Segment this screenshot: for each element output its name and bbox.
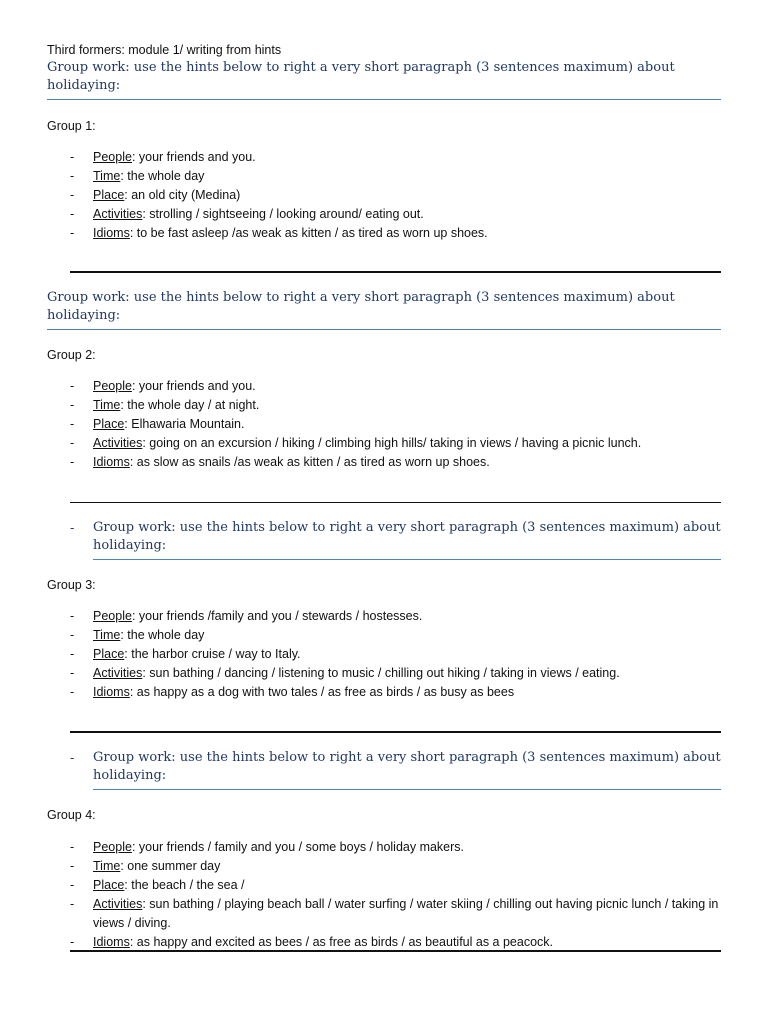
hint-idioms: - Idioms: as slow as snails /as weak as kitten / as tired as worn up shoes. — [70, 455, 490, 469]
hint-idioms: - Idioms: as happy as a dog with two tales / as free as birds / as busy as bees — [70, 685, 515, 699]
hint-time: - Time: one summer day — [70, 859, 221, 873]
group-3-heading — [70, 519, 721, 560]
group-3-heading-text: Group work: use the hints below to right a very short paragraph (3 sentences maximum) about holidaying: — [93, 520, 721, 553]
hint-place: - Place: the harbor cruise / way to Italy. — [70, 647, 301, 661]
hint-people: - People: your friends / family and you / some boys / holiday makers. — [70, 840, 465, 854]
group-4-heading-text: Group work: use the hints below to right a very short paragraph (3 sentences maximum) about holidaying: — [93, 750, 721, 783]
group-2-heading-text: Group work: use the hints below to right a very short paragraph (3 sentences maximum) about holidaying: — [47, 290, 675, 323]
group-4-hints — [70, 838, 721, 952]
hint-activities: - Activities: sun bathing / playing beach ball / water surfing / water skiing / chilling out having picnic lunch / taking in views / diving. — [70, 897, 719, 930]
section-divider — [70, 950, 721, 952]
group-3-label: Group 3: — [47, 578, 96, 592]
hint-time: - Time: the whole day / at night. — [70, 398, 260, 412]
group-4-label: Group 4: — [47, 808, 96, 822]
heading-dash: - — [70, 750, 75, 765]
hint-activities: - Activities: strolling / sightseeing / looking around/ eating out. — [70, 207, 424, 221]
hint-time: - Time: the whole day — [70, 628, 205, 642]
hint-people: - People: your friends and you. — [70, 150, 256, 164]
hint-place: - Place: Elhawaria Mountain. — [70, 417, 245, 431]
section-divider — [70, 731, 721, 733]
hint-time: - Time: the whole day — [70, 169, 205, 183]
hint-people: - People: your friends and you. — [70, 379, 256, 393]
group-1-heading — [47, 59, 721, 100]
group-2-heading — [47, 289, 721, 330]
hint-idioms: - Idioms: as happy and excited as bees / as free as birds / as beautiful as a peacock. — [70, 935, 553, 949]
hint-activities: - Activities: sun bathing / dancing / listening to music / chilling out hiking / taking in views / eating. — [70, 666, 620, 680]
group-2-hints — [70, 377, 721, 472]
group-1-hints — [70, 148, 721, 243]
hint-place: - Place: the beach / the sea / — [70, 878, 245, 892]
hint-people: - People: your friends /family and you / stewards / hostesses. — [70, 609, 423, 623]
group-1-heading-text: Group work: use the hints below to right a very short paragraph (3 sentences maximum) about holidaying: — [47, 60, 675, 93]
hint-activities: - Activities: going on an excursion / hiking / climbing high hills/ taking in views / having a picnic lunch. — [70, 436, 642, 450]
group-4-heading — [70, 749, 721, 790]
intro-line: Third formers: module 1/ writing from hints — [47, 43, 282, 57]
heading-dash: - — [70, 520, 75, 535]
group-2-label: Group 2: — [47, 348, 96, 362]
group-1-label: Group 1: — [47, 119, 96, 133]
hint-idioms: - Idioms: to be fast asleep /as weak as kitten / as tired as worn up shoes. — [70, 226, 488, 240]
section-divider — [70, 502, 721, 503]
hint-place: - Place: an old city (Medina) — [70, 188, 241, 202]
section-divider — [70, 271, 721, 273]
group-3-hints — [70, 607, 721, 702]
